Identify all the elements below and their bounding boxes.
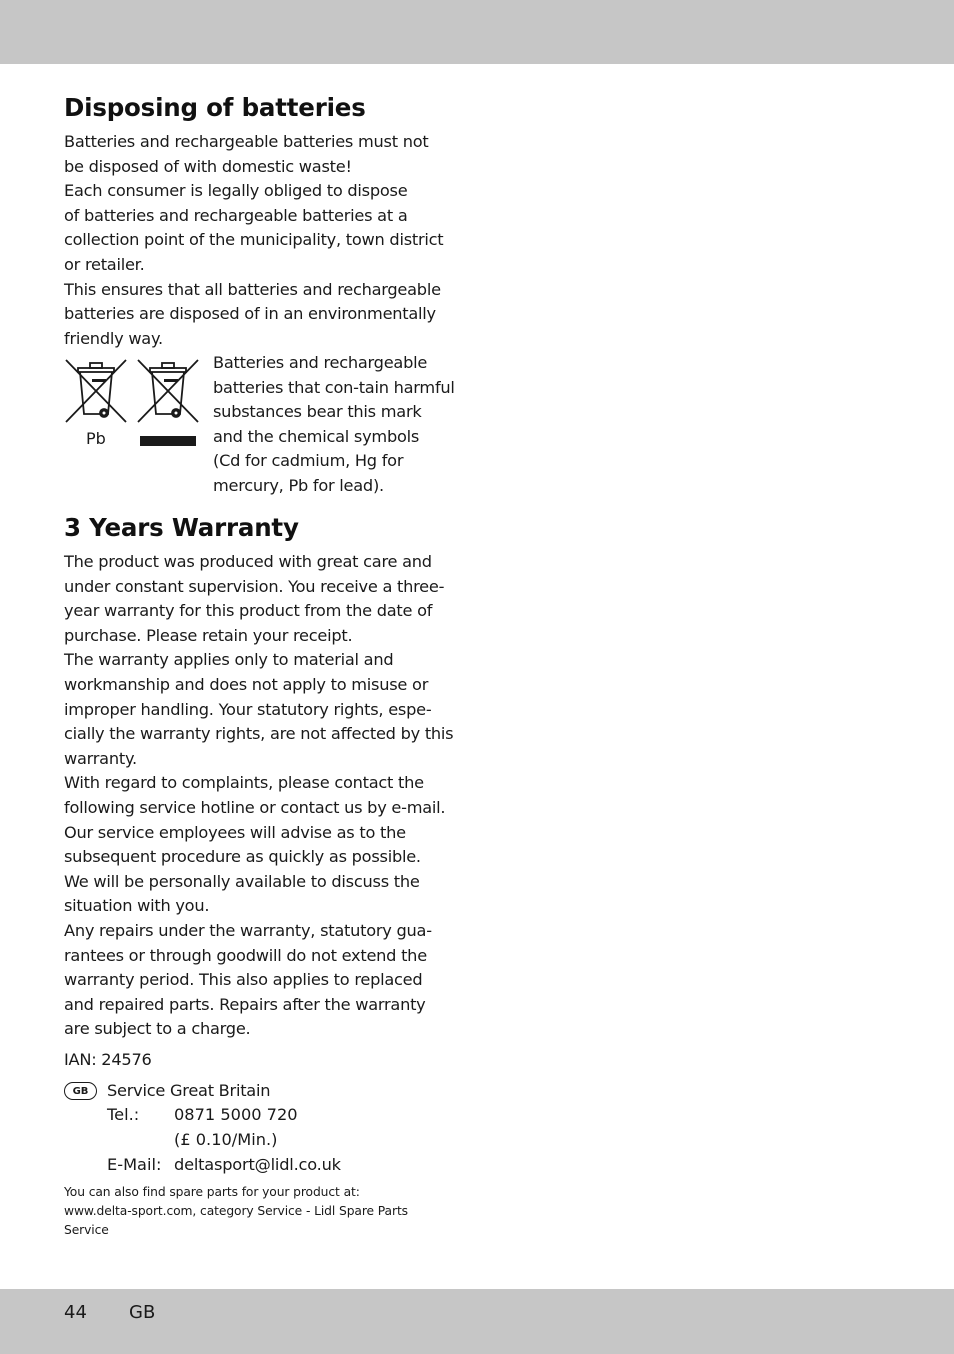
page-number: 44 — [64, 1302, 87, 1323]
crossed-out-bin-icon — [136, 358, 200, 424]
gb-country-badge: GB — [64, 1082, 97, 1100]
crossed-out-bin-icon — [64, 358, 128, 424]
section-heading-warranty: 3 Years Warranty — [64, 513, 299, 542]
battery-marks-paragraph: Batteries and rechargeable batteries that con-tain harmful substances bear this mark and the chemical symbols (Cd for cadmium, Hg for mercury, Pb for lead). — [213, 353, 455, 495]
separate-collection-bar — [140, 436, 196, 446]
service-title: Service Great Britain — [107, 1081, 271, 1100]
battery-symbols — [64, 358, 204, 454]
disposing-paragraph: Batteries and rechargeable batteries must not be disposed of with domestic waste! Each consumer is legally obliged to dispose of batteries and rechargeable batteries at a collection point of the municipality, town district or retailer. This ensures that all batteries and rechargeable batteries are disposed of in an environmentally friendly way. — [64, 132, 444, 348]
spare-parts-note: You can also find spare parts for your product at: www.delta-sport.com, category Service - Lidl Spare Parts Service — [64, 1185, 408, 1237]
ian-number: IAN: 24576 — [64, 1050, 152, 1069]
email-address: deltasport@lidl.co.uk — [174, 1155, 341, 1174]
email-label: E-Mail: — [107, 1155, 162, 1174]
tel-rate: (£ 0.10/Min.) — [174, 1130, 278, 1149]
tel-label: Tel.: — [107, 1105, 140, 1124]
section-heading-disposing: Disposing of batteries — [64, 93, 366, 122]
page-language: GB — [129, 1302, 156, 1323]
warranty-paragraph: The product was produced with great care and under constant supervision. You receive a three- year warranty for this product from the date of purchase. Please retain your receipt. The warranty applies only to material and workmanship and does not apply to misuse or improper handling. Your statutory rights, espe- cially the warranty rights, are not affected by this warranty. With regard to complaints, please contact the following service hotline or contact us by e-mail. Our service employees will advise as to the subsequent procedure as quickly as possible. We will be personally available to discuss the situation with you. Any repairs under the warranty, statutory gua- rantees or through goodwill do not extend the warranty period. This also applies to replaced and repaired parts. Repairs after the warranty are subject to a charge. — [64, 552, 454, 1039]
lead-symbol-label: Pb — [86, 429, 106, 448]
tel-number: 0871 5000 720 — [174, 1105, 298, 1124]
header-band — [0, 0, 954, 64]
